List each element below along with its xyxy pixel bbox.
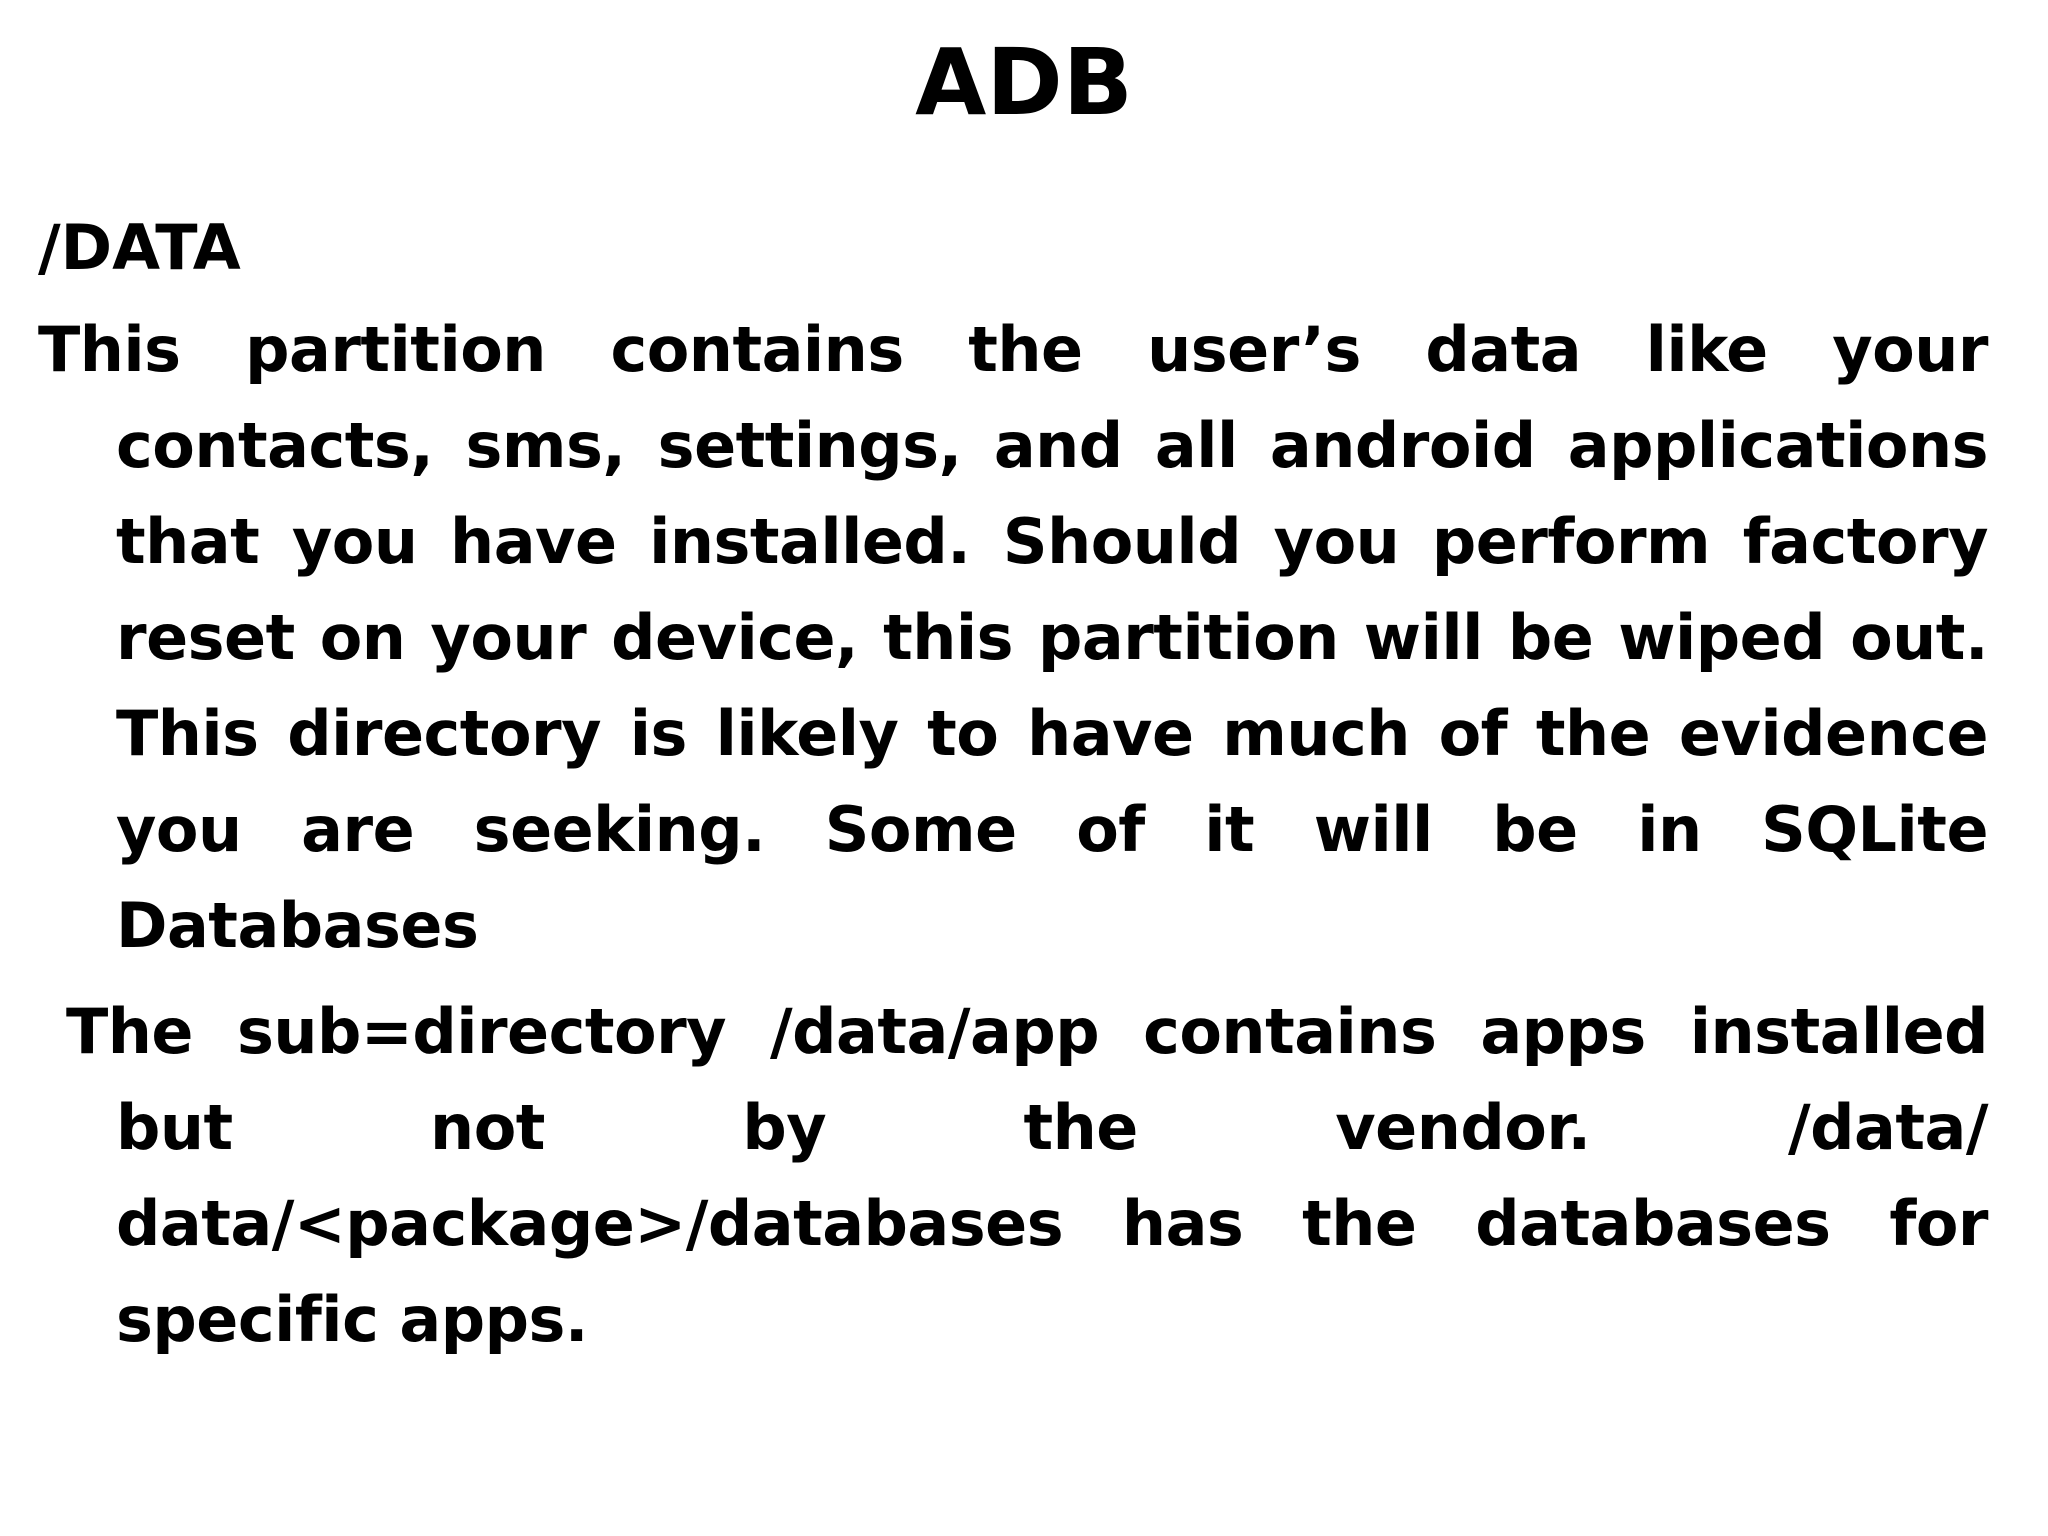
paragraph-data-app: The sub=directory /data/app contains apps installed but not by the vendor. /data/ data/<package>/databases has the databases for specific apps. — [66, 995, 1988, 1356]
slide-title: ADB — [915, 29, 1133, 136]
slide-body — [38, 200, 1988, 1378]
paragraph-data-partition: This partition contains the user’s data like your contacts, sms, settings, and all android applications that you have installed. Should you perform factory reset on your device, this partition will be wiped out. This directory is likely to have much of the evidence you are seeking. Some of it will be in SQLite Databases — [38, 313, 1988, 962]
section-heading: /DATA — [38, 211, 241, 284]
